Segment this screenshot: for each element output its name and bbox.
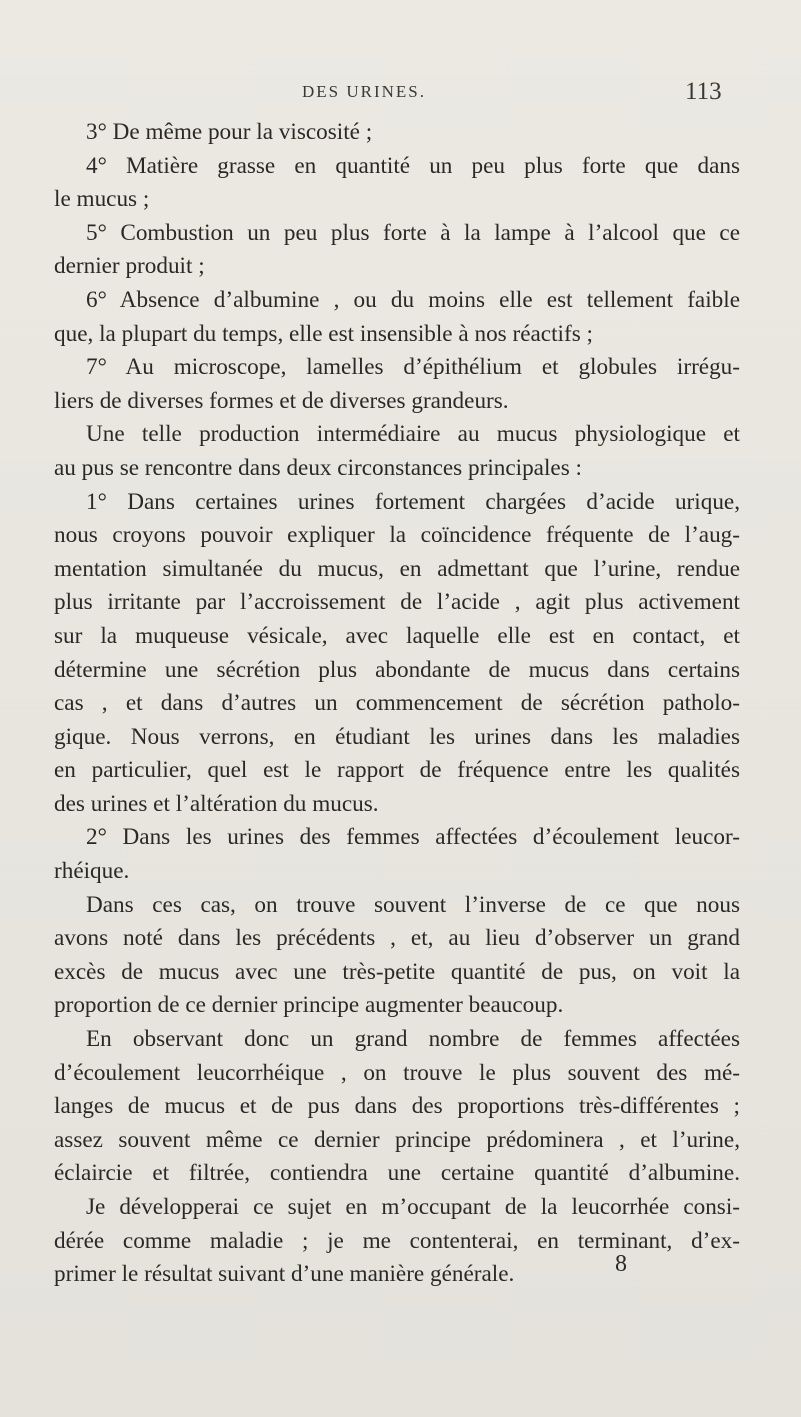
text-line: liers de diverses formes et de diverses grandeurs.: [54, 387, 509, 414]
text-line: que, la plupart du temps, elle est insensible à nos réactifs ;: [54, 320, 593, 347]
text-line: 1° Dans certaines urines fortement chargées d’acide urique,: [86, 488, 740, 515]
text-line: 5° Combustion un peu plus forte à la lampe à l’alcool que ce: [86, 219, 740, 246]
text-line: plus irritante par l’accroissement de l’acide , agit plus activement: [54, 589, 740, 616]
text-line: rhéique.: [54, 858, 130, 885]
text-line: en particulier, quel est le rapport de fréquence entre les qualités: [54, 757, 740, 784]
text-line: En observant donc un grand nombre de femmes affectées: [86, 1026, 740, 1053]
text-line: éclaircie et filtrée, contiendra une certaine quantité d’albumine.: [54, 1160, 740, 1187]
text-line: Dans ces cas, on trouve souvent l’inverse de ce que nous: [86, 891, 740, 918]
text-line: assez souvent même ce dernier principe prédominera , et l’urine,: [54, 1126, 740, 1153]
text-line: Une telle production intermédiaire au mucus physiologique et: [86, 421, 740, 448]
text-line: Je développerai ce sujet en m’occupant de la leucorrhée consi-: [86, 1194, 740, 1220]
text-line: mentation simultanée du mucus, en admettant que l’urine, rendue: [54, 555, 740, 582]
text-line: nous croyons pouvoir expliquer la coïncidence fréquente de l’aug-: [54, 522, 740, 549]
text-line: 3° De même pour la viscosité ;: [86, 119, 373, 145]
text-line: proportion de ce dernier principe augmenter beaucoup.: [54, 992, 564, 1019]
running-title: DES URINES.: [302, 82, 427, 101]
text-line: au pus se rencontre dans deux circonstances principales :: [54, 454, 582, 481]
text-line: 4° Matière grasse en quantité un peu plus forte que dans: [86, 152, 740, 179]
body-text: [54, 116, 740, 1292]
text-line: 2° Dans les urines des femmes affectées d’écoulement leucor-: [86, 824, 740, 851]
text-line: avons noté dans les précédents , et, au lieu d’observer un grand: [54, 925, 740, 952]
text-line: d’écoulement leucorrhéique , on trouve le plus souvent des mé-: [54, 1059, 740, 1086]
text-line: langes de mucus et de pus dans des proportions très-différentes ;: [54, 1093, 740, 1120]
running-head: [0, 78, 801, 108]
page-number: 113: [685, 78, 722, 105]
text-line: 7° Au microscope, lamelles d’épithélium et globules irrégu-: [86, 354, 740, 381]
text-line: excès de mucus avec une très-petite quantité de pus, on voit la: [54, 958, 740, 985]
text-line: des urines et l’altération du mucus.: [54, 790, 379, 817]
text-line: le mucus ;: [54, 186, 150, 213]
text-line: cas , et dans d’autres un commencement de sécrétion patholo-: [54, 690, 740, 717]
text-line: 6° Absence d’albumine , ou du moins elle est tellement faible: [86, 286, 740, 313]
text-line: primer le résultat suivant d’une manière générale.: [54, 1261, 515, 1288]
text-line: sur la muqueuse vésicale, avec laquelle elle est en contact, et: [54, 622, 740, 649]
text-line: dernier produit ;: [54, 253, 205, 280]
text-line: dérée comme maladie ; je me contenterai, en terminant, d’ex-: [54, 1227, 740, 1254]
text-line: gique. Nous verrons, en étudiant les urines dans les maladies: [54, 723, 740, 750]
signature-mark: 8: [615, 1251, 627, 1277]
text-line: détermine une sécrétion plus abondante de mucus dans certains: [54, 656, 740, 683]
